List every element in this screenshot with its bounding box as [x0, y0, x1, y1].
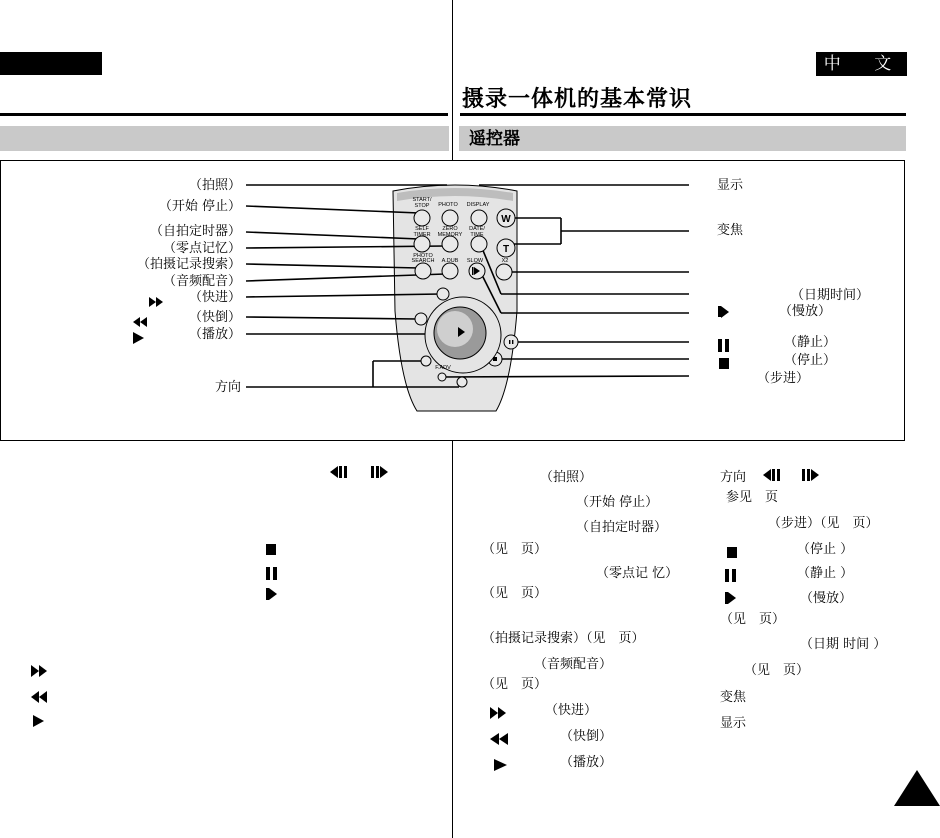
list-see-2: （见 页） [482, 586, 548, 601]
callout-display: 显示 [717, 178, 744, 193]
callout-date-time: （日期时间） [791, 288, 870, 303]
list-see-1: （见 页） [482, 542, 548, 557]
ff-icon-lower [31, 662, 47, 681]
callout-frame-adv: （步进） [757, 371, 810, 386]
rew-icon-lower [31, 688, 47, 707]
list-frame-adv: （步进）（见 页） [768, 516, 879, 531]
callout-ff: （快进） [188, 290, 241, 305]
list-self-timer: （自拍定时器） [576, 520, 668, 535]
svg-text:STOP: STOP [414, 203, 430, 209]
stop-icon [719, 354, 729, 373]
callout-self-timer: （自拍定时器） [149, 224, 241, 239]
list-see-3: （见 页） [482, 677, 548, 692]
callout-zoom: 变焦 [717, 223, 744, 238]
list-see-5: （见 页） [744, 663, 810, 678]
language-tag: 中 文 [816, 52, 907, 76]
svg-text:T: T [502, 244, 510, 255]
svg-text:TIME: TIME [470, 232, 484, 238]
section-bar-right [459, 126, 906, 151]
list-rew: （快倒） [560, 729, 613, 744]
svg-text:MEMORY: MEMORY [437, 232, 463, 238]
svg-text:DISPLAY: DISPLAY [466, 202, 490, 208]
list-rew-icon [490, 730, 508, 749]
svg-text:F.ADV: F.ADV [435, 365, 451, 371]
remote-illustration [1, 161, 906, 442]
title-rule-right [460, 113, 906, 116]
callout-start-stop: （开始 停止） [158, 199, 241, 214]
callout-audio-dub: （音频配音） [162, 274, 241, 289]
list-zero-memory: （零点记 忆） [596, 566, 679, 581]
list-audio-dub: （音频配音） [534, 657, 613, 672]
list-play-icon [494, 756, 507, 775]
page-title: 摄录一体机的基本常识 [462, 87, 693, 112]
callout-photo-search: （拍摄记录搜索） [136, 257, 241, 272]
svg-text:W: W [501, 214, 511, 225]
list-slow: （慢放） [800, 591, 853, 606]
callout-play: （播放） [188, 327, 241, 342]
list-still: （静止 ） [797, 566, 854, 581]
svg-text:X2: X2 [501, 258, 509, 264]
svg-text:DATE/: DATE/ [469, 226, 485, 232]
list-display: 显示 [720, 716, 747, 731]
svg-text:A.DUB: A.DUB [441, 258, 459, 264]
column-divider-lower [452, 441, 453, 838]
list-start-stop: （开始 停止） [576, 495, 659, 510]
svg-text:ZERO: ZERO [442, 226, 458, 232]
list-play: （播放） [560, 755, 613, 770]
list-photo: （拍照） [540, 470, 593, 485]
left-header-bar [0, 52, 102, 75]
stop-icon-lower [266, 540, 276, 559]
list-stop-icon [727, 543, 737, 562]
svg-text:START/: START/ [412, 197, 432, 203]
list-see-ref: 参见 页 [726, 490, 779, 505]
slow-icon-lower [266, 588, 277, 607]
callout-stop: （停止） [784, 353, 837, 368]
callout-slow: （慢放） [779, 304, 832, 319]
list-see-4: （见 页） [720, 612, 786, 627]
callout-photo: （拍照） [188, 178, 241, 193]
section-title: 遥控器 [469, 129, 520, 149]
list-photo-search: （拍摄记录搜索）（见 页） [482, 631, 645, 646]
svg-text:SEARCH: SEARCH [411, 258, 435, 264]
column-divider [452, 0, 453, 160]
list-pause-icon [725, 567, 736, 586]
remote-diagram [0, 160, 905, 441]
svg-text:SELF: SELF [415, 226, 429, 232]
section-bar-left [0, 126, 449, 151]
frame-icons [330, 466, 388, 485]
list-slow-icon [725, 592, 736, 611]
list-ff: （快进） [545, 703, 598, 718]
slow-icon [718, 306, 729, 325]
callout-rew: （快倒） [188, 310, 241, 325]
svg-text:TIMER: TIMER [413, 232, 431, 238]
ff-icon [149, 292, 163, 311]
list-zoom: 变焦 [720, 690, 747, 705]
callout-still: （静止） [784, 335, 837, 350]
list-stop: （停止 ） [797, 542, 854, 557]
list-direction: 方向 [720, 470, 747, 485]
list-date-time: （日期 时间 ） [800, 637, 887, 652]
page-corner-triangle [894, 770, 940, 806]
list-ff-icon [490, 704, 506, 723]
callout-zero-memory: （零点记忆） [162, 241, 241, 256]
pause-icon-lower [266, 565, 277, 584]
play-icon-lower [33, 712, 44, 731]
list-frame-icons [763, 469, 819, 488]
svg-text:SLOW: SLOW [466, 258, 484, 264]
play-icon [133, 329, 144, 348]
title-rule-left [0, 113, 448, 116]
svg-text:PHOTO: PHOTO [413, 253, 433, 259]
svg-text:PHOTO: PHOTO [438, 202, 458, 208]
callout-direction: 方向 [214, 380, 241, 395]
